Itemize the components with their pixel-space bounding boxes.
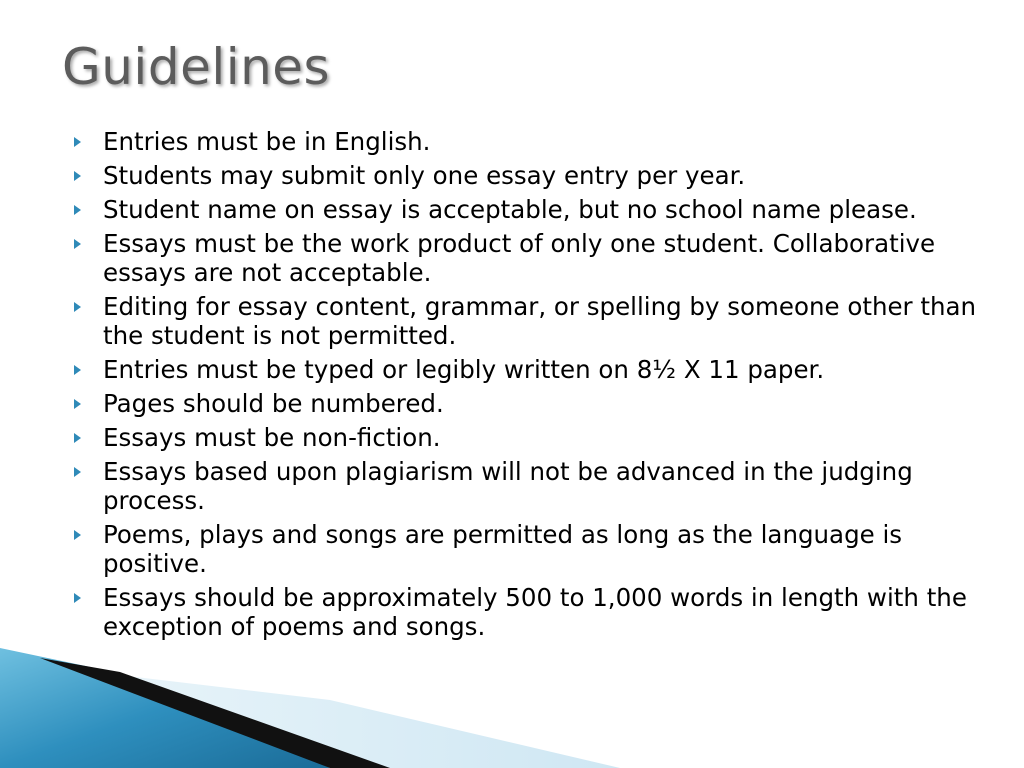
blue-wedge <box>0 648 330 768</box>
list-item-text: Essays must be non-fiction. <box>103 423 441 452</box>
list-item-text: Entries must be typed or legibly written on 8½ X 11 paper. <box>103 355 825 384</box>
list-item <box>70 583 990 641</box>
triangle-bullet-icon <box>74 593 81 603</box>
list-item-text: Pages should be numbered. <box>103 389 444 418</box>
triangle-bullet-icon <box>74 530 81 540</box>
list-item-text: Essays must be the work product of only one student. Collaborative essays are not acceptable. <box>103 229 936 287</box>
list-item-text: Poems, plays and songs are permitted as long as the language is positive. <box>103 520 903 578</box>
slide-title: Guidelines <box>62 38 331 96</box>
list-item <box>70 161 990 190</box>
guidelines-list <box>70 127 990 646</box>
triangle-bullet-icon <box>74 467 81 477</box>
list-item <box>70 292 990 350</box>
triangle-bullet-icon <box>74 399 81 409</box>
list-item-text: Essays should be approximately 500 to 1,000 words in length with the exception of poems and songs. <box>103 583 967 641</box>
light-swoosh <box>60 668 620 768</box>
triangle-bullet-icon <box>74 302 81 312</box>
triangle-bullet-icon <box>74 365 81 375</box>
list-item-text: Students may submit only one essay entry per year. <box>103 161 746 190</box>
list-item-text: Editing for essay content, grammar, or spelling by someone other than the student is not permitted. <box>103 292 977 350</box>
list-item <box>70 229 990 287</box>
list-item-text: Student name on essay is acceptable, but no school name please. <box>103 195 917 224</box>
black-stripe <box>40 658 390 768</box>
list-item-text: Entries must be in English. <box>103 127 431 156</box>
list-item <box>70 389 990 418</box>
triangle-bullet-icon <box>74 239 81 249</box>
list-item-text: Essays based upon plagiarism will not be advanced in the judging process. <box>103 457 913 515</box>
list-item <box>70 195 990 224</box>
triangle-bullet-icon <box>74 137 81 147</box>
triangle-bullet-icon <box>74 205 81 215</box>
triangle-bullet-icon <box>74 433 81 443</box>
list-item <box>70 520 990 578</box>
triangle-bullet-icon <box>74 171 81 181</box>
list-item <box>70 457 990 515</box>
list-item <box>70 355 990 384</box>
list-item <box>70 423 990 452</box>
list-item <box>70 127 990 156</box>
